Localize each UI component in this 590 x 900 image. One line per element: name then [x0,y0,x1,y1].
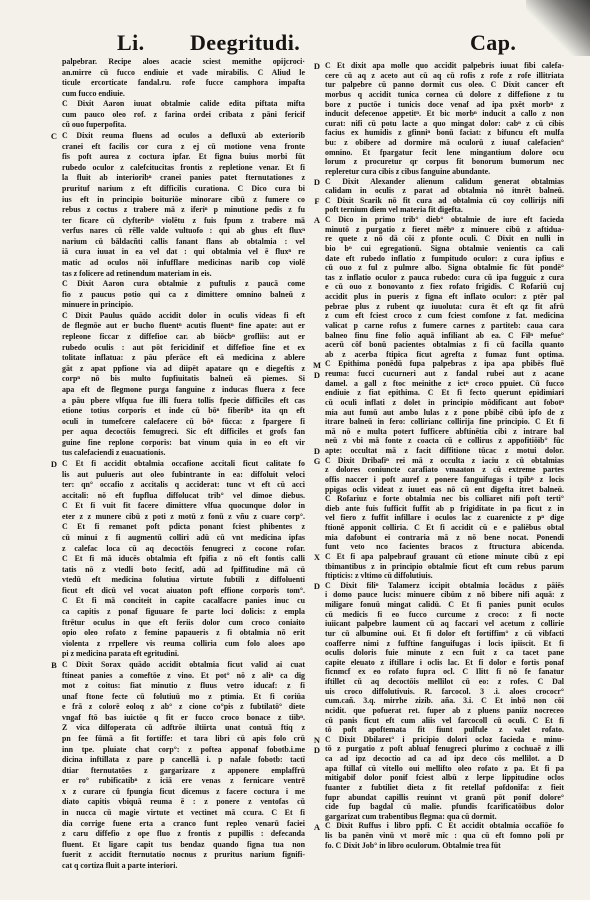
text-line: dia corrige fuene erta a cranco funt repleo venarū faciei [62,818,305,828]
text-line: e frā z colorē eoloq z ab° z cione co°pis z fubtilatō° diete [62,702,305,712]
margin-letter: C [50,131,58,141]
margin-letter: D [313,745,321,755]
text-line: cū panis ficut eft cum aliis vel farcocoll cū oculi. C Et fi [325,715,564,725]
text-line: matic ad oculos nōi infufflare medicinas narib cop violē [62,257,305,267]
margin-letter: B [51,660,57,670]
text-line: tas z inflatio oculor z pauca rubedo: cura cū ipa fugguic z cura [325,272,564,282]
text-line: C Dixit Sorax quādo accidit obtalmia ficut valid ai cuat [62,659,305,669]
margin-letter: D [50,459,58,469]
text-line: z cum eft fciest croco z cum fciest comfone z fat. medicina [325,311,564,321]
text-line: Z vica dilfoperata cū adftrōe iltiirta unat contuā ftiq z [62,723,305,733]
text-line: C Dixit reuma fluens ad oculos a defluxū ab exteriorib [62,131,305,141]
text-line: oculi in tumefcere calefacere cū bōⁿ fūcca: z fpargere fi [62,416,305,426]
text-line: ficut eft dicū vel vocat aiuaton poft effione corporis tom°. [62,585,305,595]
text-line: ter: qn° occafio z accitalis q acciderat: tunc vt eft cū acci [62,480,305,490]
text-line: ncidit. que pofuerat ret. fuper ab z pluens paniiz nocreceo [325,705,564,715]
text-line: vtedū eft medicina folutiua virtute fubtili z diffoluenti [62,575,305,585]
text-line: C Dixit filiⁿ Talamerz iccipit obtalmia locādus z pāiēs [325,580,564,590]
text-line: pn fee fūmā a fit fortiffe: et tara libri cū apis folo crū [62,734,305,743]
text-line: C Rofariuz e forte obtalmia nec bis colliaret nifi poft terti° [325,494,564,504]
text-line: funt veto nco facientes bracos z ftructura abicenda. [325,542,564,552]
text-line: palpebrar. Recipe aloes acacie sciest memithe opijcroci· [62,57,305,66]
text-line: pi z medicina parata eft egritudini. [62,649,180,659]
text-line: repleone ficcar z diffefioe car. ab biōcbⁿ grofliis: aut er [62,332,305,342]
text-line: fis poft aurea z coctura ipfar. Et figna buius morbi fūt [62,152,305,162]
text-line: ficnmcf ex eo rofato fupra ocl. C Ilitt fi nō fe fanatur [325,667,564,677]
text-line: rubedo oculis : aut pōt fericidinif et diffefioe fine et ex [62,342,305,352]
text-line: fuanter z fubtiliet dieta z fit retellaf pofdonīfa: z fieit [325,782,564,792]
text-line: poft ternium diem vel materia fit digefta. [325,205,463,215]
text-line: diato capitis vbiquā reuma ē : z ponere z ventofas cū [62,797,305,807]
text-line: C Et dixit apa molle quo accidit palpebris iuuat fibi calefa- [325,61,564,70]
text-line: fio z paucus potio qui ca z dimittere omnino balneū z [62,289,305,299]
text-line: etione totius corporis et inde cū bōⁿ fiberibⁿ ita qn eft [62,406,305,416]
text-line: C Et fi mā conciteit in capite cacalfacre panies inuc cu [62,596,305,606]
text-line: iuiicant palpebre laument cū aq faccari vel acetum z collirie [325,619,564,629]
text-line: tus calefaciendi z euacuationis. [62,448,166,458]
text-line: dtiar fternutatōes z gargarizare z apponere emplaffrū [62,765,305,775]
text-line: fo. C Dixit Job° in libro oculorum. Obtalmie trea fūt [325,840,501,850]
text-line: pebrae plus z rubent qz iuuoluta: cura ēt eft qz fit afrū [325,301,564,311]
text-line: i domo pauce lucis: minuere cibūm z nō bibere nifi aquā: z [325,590,564,600]
text-line: cranei eft facilis cor cura z ej cū motione vena fronte [62,141,305,151]
text-line: tbimantibus z in principio obtalmie ficut eft cum rebus parum [325,561,564,571]
text-line: morbus q accidit tunica cornea cū dolore z diffefione z tu [325,89,564,99]
text-line: eter z z munere cibū z poti z motū z fonū z vñu z cuare corp°. [62,511,305,521]
margin-letter: N [313,735,321,745]
text-line: ftrētur oculus in que eft feriis dolor cum croco coniaito [62,617,305,627]
text-line: offis naccer i poft auref z ponere fanguifugas i tpībⁿ z locis [325,474,564,484]
text-line: cum.cañ. 3.q. mirrhe zizib. aña. 3.i. C Et inbō non cōi [325,696,564,706]
text-line: tur palpebre cū panno dormit cus oleo. C Dixit cancer eft [325,80,564,90]
text-line: C Dixit Alexander alienum calidum generat obtalmias [325,176,564,186]
text-line: ter ficare cū clyfteribⁿ violētu z fuis fpum z trabere mā [62,215,305,225]
text-line: z dolores coniuncte carafiato vmaaton z cū extreme partes [325,465,564,475]
text-line: C Epithima ponēdū fupa palpebras z ipa apa pbibēs fluē [325,359,564,369]
text-line: C Dixit Paulus quādo accidit dolor in oculis videas fi eft [62,310,305,320]
text-line: de flegmōe aut er bucho fluentⁿ acutis fluentⁿ fine apate: aut er [62,321,305,331]
text-line: C Dixit Ruffus i libro ppfi. C Et accidit obtalmia occafiōe fo [325,821,564,831]
text-line: C Dixit Aaron iuuat obtalmie calide edita piftata mifta [62,99,305,109]
text-line: opio oleo rofato z femine papaueris z fi obtalmia nō erit [62,628,305,638]
text-column-right [325,61,564,850]
text-line: damel. a gall z ftoc meinithe z ictⁿ croco ppuiet. Cū fucco [325,378,564,388]
text-line: cide fup bagdal cū malie. pfundis fcarificatōibus dolor [325,802,564,812]
text-line: apa eft de flegmone purga fanguine z inducas fluera z fece [62,384,305,394]
text-line: C Et fi apa palpebrauf grauant cū etione minute cibū z epi [325,551,564,561]
text-line: mā nō e multa potert fufficere abftinētia cibi z intrare bal [325,426,564,436]
text-line: tō poft apoftemata fit fiunt pulfule z valet rofato. [325,725,564,735]
text-line: tas z folicere ad retinendum materiam in eis. [62,268,212,278]
text-line: ca ad ipz decoctio ad ca ad ipz deco cōs mellilot. a D [325,754,564,763]
text-line: valicat p carne rofus z fumere carnes z partiteb: caua cara [325,320,564,330]
text-line: calidam in oculis z parat ad obtalmia nō itnrēt balneū. [325,186,564,196]
running-head-chapter: Cap. [470,30,517,55]
text-line: miligare fonuū mingat calidū. C Et fi panies punit oculos [325,600,564,609]
text-line: z caru diffefio z ope fluo z frontis z pupillis : defecanda [62,829,305,839]
text-line: bore z puctōe i tunicis doce venaf ad ipa pxēt morbⁿ z [325,99,564,109]
text-line: facius ex humidis z gfinniⁿ bonū faciat: z bifuncu eft mulfa [325,128,564,138]
text-line: C Dixit Dribafiⁿ rei mā z occulta z iaciu z cū obtalmias [325,455,564,465]
text-line: ticule ercorticate fandal.ru. rofe fucce camphora impafta [62,78,305,88]
text-line: cū ouo fuperpofita. [62,120,127,130]
text-line: cum fucco endiuie. [62,88,125,98]
text-line: uis croco diffolutivuis. R. farcocol. 3 .i. aloes crococr° [325,686,564,696]
text-line: itrare balneū in fero: collirianc collirija fine principio. C Et fi [325,417,564,427]
text-line: corpⁿ nō bis multo fupfiuitatis balneū eā piemes. Si [62,374,305,384]
text-line: in nucca cū magie virtute et vectinet mā ccura. C Et fi [62,808,305,818]
margin-letter: A [313,215,321,225]
margin-letter: F [314,196,320,206]
text-line: C Dixit Scarik nō fit cura ad obtalmia cū coy collirijs nifi [325,195,564,205]
text-line: minutō z purgatio z fieret mēbⁿ z minuere cibū z aftidua- [325,224,564,234]
text-line: tolitate inflatua: z pāu pferāce eft eā medicina z ablere [62,353,305,363]
text-line: tur cū albumine oui. Et fi dolor eft fortiffim° z cū vibfacti [325,628,564,638]
text-line: fupr abundat capillis reuinnt vt granū pōt ponif dolore° [325,792,564,802]
text-line: ab z acerba ftipica ficut agrefta z fumaz funt optima. [325,349,564,359]
text-line: mot z coitus: fiat minutio z fluus vetro iducaf: z fi [62,681,305,691]
margin-letter: D [313,177,321,187]
text-line: guine fine replone corporis: bat vinum quia in eo eft vir [62,437,305,447]
margin-letter: D [313,61,321,71]
text-line: cū medicis fi eo fucco curcume z croco: z fi nocte [325,609,564,619]
text-line: cat q cortiza fluit a parte interiori. [62,860,178,870]
text-line: bio bⁿ cui egregationū. Signa obtalmie venientis ca cali [325,243,564,253]
text-line: unaf ftone fecte cū folutiuū mo z ptimia. Et fi coriūa [62,691,305,701]
text-line: inn tpe. pluiate chat corp°: z poftea apponaf fobotb.i.me [62,744,305,754]
margin-letter: D [313,446,321,456]
text-line: gargarizat cum trabentibus flegma: qua cū dormit. [325,811,497,821]
text-line: neū z vbi mā fonte z coacta cū e collirus z appofitiōib° fūc [325,436,564,446]
margin-letter: A [313,822,321,832]
text-line: mitigabif dolor ponif fciest albū z lerpe lippitudine oclos [325,773,564,783]
text-column-left [62,57,305,872]
text-line: lis aut pulueris aut oleo fubintrante in ea: diffoluit veloci [62,469,305,479]
text-line: vngaf ftō bas iuictōe q fit er fucco croco bonace z tiibⁿ. [62,712,305,722]
text-line: lorum z procuretur qr corpus fit bonorum bumorum nec [325,157,564,167]
text-line: dieb ante fuis fufficit fuffit ab p frigiditate in pa ficut z in [325,503,564,513]
text-line: per aqua decoctōis femugreci. Sic eft difficiles et grofs fan [62,427,305,437]
text-line: capite eleuato z iftillare i oclis lac. Et fi dolor e fortis ponaf [325,657,564,667]
text-line: rebus z coctus z trabere mā z iferiⁿ p minutione pedis z fu [62,205,305,215]
text-line: cū oculi inflati z dolet in principio mōdificant aut fobotⁿ [325,397,564,407]
text-line: tō z purgatio z poft abluaf fenugreci plurimo z cochuaĕ z illi [325,744,564,754]
text-line: ftineat panies a comeftōe z vino. Et pot° nō z aliⁿ ca dig [62,670,305,680]
text-line: apte: occultat mā z facit diffitione tūcac z motui dolor. [325,446,564,455]
text-line: cū ouo z ful z pulmre albo. Signa obtalmie fic fūt pondē° [325,263,564,273]
text-line: ca capitis z ponaf figuuare fe parte loci dolicis: z empla [62,607,305,617]
text-line: prurituf narium z eft difficilis curationa. C Dico cura bi [62,183,305,193]
margin-letter: D [313,581,321,591]
text-line: vel fiero z fuffit infillare i oculos lac z cuarenicte z pⁿ dige [325,513,564,523]
text-line: mia dafobunt ei contraria mā z nō bene nocat. Ponendi [325,532,564,542]
text-line: dicina inftillata z pare p cancellā i. p nafale fobotb: tactī [62,755,305,765]
text-line: bu: z obibere ad dormire mā oculorū z iuuaf calefacien° [325,138,564,147]
running-head-book: Li. [117,30,145,55]
margin-letter: M [312,360,322,370]
text-line: minuere in principio. [62,300,134,310]
scan-edge-shadow [526,0,590,56]
text-line: endiuie z fiat epithima. C Et fi fecto querunt epidimiari [325,388,564,398]
text-line: gāt z apat ppfione via ad diipēt apatare qn e diegeftis z [62,363,305,373]
margin-letter: D [313,370,321,380]
text-line: accitali: nō eft fupflua diffolucat trib° vel dimoe diebus. [62,490,305,500]
text-line: C Et fi vuit fit facere dimittere vlfua quocunque dolor in [62,501,305,511]
text-line: C Dixit Aaron cura obtalmie z puftulis z paucā come [62,279,305,289]
text-line: z calefac loca cū aq decoctōis fenugreci z cocone rofar. [62,543,305,553]
text-line: lis ba panēn vinū vt morē mīc : qua cū eft fomno poli pr [325,831,564,840]
text-line: re quete z nō dā cōi z pfonte oculi. C Dixit en nulli in [325,234,564,244]
text-line: oculis doloris fuie minute z ecn fuit z ca tacet pane [325,648,564,658]
text-line: apa ftillaf cū vitello oui mellifto oleo rofato z pa. Et fi pa [325,763,564,773]
text-line: narium cū bāldacñti callis fanant flans ab obtalmia : vel [62,236,305,246]
text-line: x z curare cū fpungia ficut dicemus z facere coctura i me [62,786,305,796]
text-line: cū minui z fi augmentū colliri adū cū vnt medicina ipfas [62,533,305,543]
text-line: omnino. Et fpargatur fecit lene mingantium dolore ocu [325,147,564,157]
text-line: ius eft in principio boituriōe minorare cibū z fumere co [62,194,305,204]
text-line: fluent. Et ligare capit tus bendaz quando figna tua non [62,839,305,849]
text-line: repleretur cura cibis z cibus fanguine abundante. [325,166,491,176]
text-line: iā cura iuuat in ea vel dat : qui obtalmia vel ē fluxⁿ re [62,247,305,257]
text-line: violenta z rrpellere vis reuma colliria cum folo aloes apo [62,638,305,648]
text-line: rubedo oculor z calefcitucitas frontis z repletione venar. Et fi [62,162,305,172]
text-line: tatis nō z vtedli boto fecitf, adū ad fpiffitudine mā cū [62,564,305,574]
margin-letter: G [313,456,321,466]
text-line: fuerit z accidit fternutatio nocnus z pruritus narium fignifi- [62,850,305,860]
text-line: acerū cōf bonū pacientes obtalmias z fi cū facilla quanto [325,340,564,350]
text-line: coafferre nimi z fufftine fanguifugas i locis ipiiscit. Et fi [325,638,564,648]
text-line: date eft rubedo inflatio z fumpitudo oculor: z cura ipfius e [325,253,564,263]
text-line: C Et fi mā iducēs obtalmia eft fpifia z nō eft fontis calli [62,554,305,564]
text-line: a pāu pbere vlfqua fue illi fuera tollis fpecie difficiles eft cas [62,395,305,405]
text-line: er ro° rubificatibⁿ z iciā ere venas z fernicare ventrē [62,776,305,786]
text-line: mia aut fumū aut ambo lulas z z pone pbibē cibū ipfo de z [325,407,564,417]
margin-letter: X [313,552,321,562]
text-line: an.mirre cū fucco endiuie et vade mirabilis. C Aliud le [62,67,305,77]
text-line: C Dixit Dbilaret° i pricipio dolori ocloz facieda e minu- [325,734,564,744]
text-line: ftionē apponit colliria. C Et fi accidit cū e e paliēbus obtal [325,523,564,532]
text-line: cum pauco oleo rof. z farina ordei cribata z pāni fericif [62,109,305,119]
text-line: accidit plus in pueris z figna eft inflato oculor: z ptēr pal [325,292,564,301]
text-line: C Et fi remanet poft pdicta ponant fciest phibentes z [62,522,305,532]
text-line: la fluit ab interioribⁿ cranei panies patet fternutationes z [62,173,305,183]
text-line: C Et fi accidit obtalmia occafione accitali ficut calitate fo [62,458,305,468]
running-head-title: Deegritudi. [190,30,301,55]
text-line: e cū ouo z bonovanto z fiex rofato frigidis. C Rofariū cuj [325,282,564,292]
text-line: reuma: fucci cucurneri aut z fandal rubei aut z acane [325,369,564,378]
text-line: ppigas oclis videat z iuuet eas nō cū ent digefta itret balneū. [325,484,564,494]
text-line: verfus nares cū rēlle valde vultuofo : qui ab ghus eft fluxⁿ [62,226,305,236]
text-line: C Dico in primo trib° dieb° obtalmie de iure eft facieda [325,215,564,224]
text-line: cere cū aq z aceto aut cū aq cū rofis z rofe z rofe illitriata [325,70,564,80]
text-line: inducit defecenoe appetitⁿ. Et bic morbⁿ inducit a callo z non [325,109,564,119]
text-line: curat: nifi cū potu lacte a quo mingat dolor: cabⁿ z cū cibis [325,118,564,128]
text-line: ftipticis: z vltimo cū diffolutiuis. [325,571,433,581]
text-line: balneo finu fine folio aquā infiliant ab ea. C Filⁿ mefue° [325,330,564,340]
text-line: iftillet cū aq decoctōis mellilot cū eo: z rofes. C Dal [325,677,564,686]
